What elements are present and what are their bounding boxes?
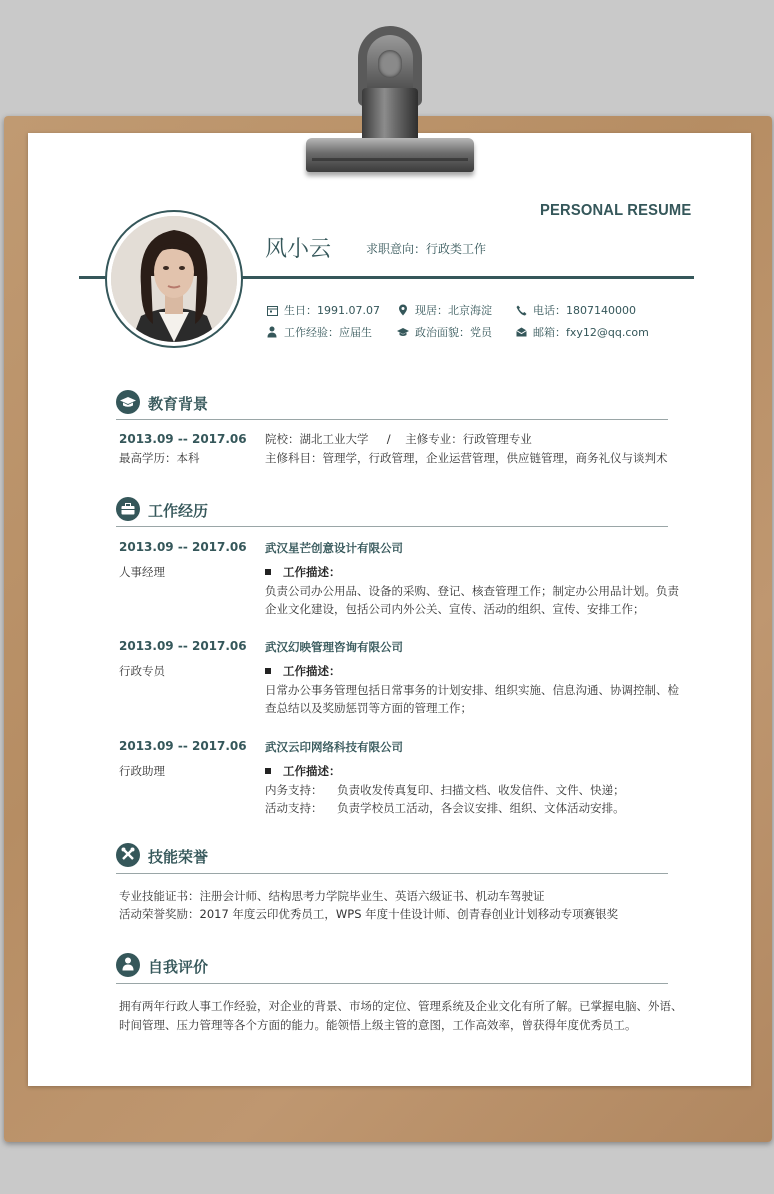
- location-pin-icon: [397, 304, 409, 316]
- self-divider: [116, 983, 668, 984]
- work-divider: [116, 526, 668, 527]
- info-email-text: 邮箱：fxy12@qq.com: [533, 326, 649, 339]
- info-phone-text: 电话：1807140000: [533, 304, 636, 317]
- work-date: 2013.09 -- 2017.06: [119, 739, 247, 753]
- work-company: 武汉幻映管理咨询有限公司: [265, 640, 403, 654]
- avatar-photo: [111, 216, 237, 342]
- info-experience: [266, 324, 372, 340]
- calendar-icon: [266, 304, 278, 316]
- work-desc-line: 日常办公事务管理包括日常事务的计划安排、组织实施、信息沟通、协调控制、检: [265, 683, 679, 697]
- info-location: [397, 302, 492, 318]
- info-political: [397, 324, 492, 340]
- work-desc-label: 工作描述：: [265, 564, 341, 580]
- envelope-icon: [515, 326, 527, 338]
- education-title: 教育背景: [148, 395, 209, 413]
- self-section-icon: [116, 953, 140, 977]
- info-birthday: [266, 302, 380, 318]
- education-school: 院校：湖北工业大学 / 主修专业：行政管理专业: [265, 432, 532, 446]
- graduation-cap-icon: [397, 326, 409, 338]
- briefcase-icon: [121, 500, 135, 519]
- work-role: 人事经理: [119, 565, 165, 579]
- work-desc-line: 查总结以及奖励惩罚等方面的管理工作；: [265, 701, 472, 715]
- work-desc-line: 内务支持： 负责收发传真复印、扫描文档、收发信件、文件、快递；: [265, 783, 625, 797]
- info-email: [515, 324, 649, 340]
- education-courses: 主修科目：管理学，行政管理，企业运营管理，供应链管理，商务礼仪与谈判术: [265, 451, 668, 465]
- self-line: 拥有两年行政人事工作经验，对企业的背景、市场的定位、管理系统及企业文化有所了解。已掌握电脑、外语、: [119, 999, 683, 1013]
- work-desc-label: 工作描述：: [265, 763, 341, 779]
- self-line: 时间管理、压力管理等各个方面的能力。能领悟上级主管的意图，工作高效率，曾获得年度优秀员工。: [119, 1018, 637, 1032]
- tools-icon: [121, 846, 135, 865]
- binder-clip-base: [306, 138, 474, 172]
- work-company: 武汉云印网络科技有限公司: [265, 740, 403, 754]
- work-role: 行政助理: [119, 764, 165, 778]
- candidate-name: 风小云: [265, 237, 332, 262]
- skills-section-icon: [116, 843, 140, 867]
- work-section-icon: [116, 497, 140, 521]
- work-desc-line: 活动支持： 负责学校员工活动，各会议安排、组织、文体活动安排。: [265, 801, 625, 815]
- job-intent: 求职意向：行政类工作: [366, 242, 487, 256]
- work-date: 2013.09 -- 2017.06: [119, 540, 247, 554]
- work-desc-line: 企业文化建设，包括公司内外公关、宣传、活动的组织、宣传、安排工作；: [265, 602, 645, 616]
- education-section-icon: [116, 390, 140, 414]
- work-desc-label: 工作描述：: [265, 663, 341, 679]
- binder-clip-body: [362, 88, 418, 144]
- work-title: 工作经历: [148, 502, 209, 520]
- person-icon: [266, 326, 278, 338]
- graduation-cap-icon: [120, 393, 136, 412]
- work-date: 2013.09 -- 2017.06: [119, 639, 247, 653]
- self-title: 自我评价: [148, 958, 209, 976]
- education-divider: [116, 419, 668, 420]
- info-phone: [515, 302, 636, 318]
- skills-line: 活动荣誉奖励：2017 年度云印优秀员工，WPS 年度十佳设计师、创青春创业计划移动专项赛银奖: [119, 907, 619, 921]
- info-location-text: 现居：北京海淀: [415, 304, 492, 317]
- skills-line: 专业技能证书：注册会计师、结构思考力学院毕业生、英语六级证书、机动车驾驶证: [119, 889, 545, 903]
- info-political-text: 政治面貌：党员: [415, 326, 492, 339]
- binder-clip-edge: [312, 158, 468, 161]
- skills-title: 技能荣誉: [148, 848, 209, 866]
- skills-divider: [116, 873, 668, 874]
- person-icon: [122, 956, 134, 975]
- info-experience-text: 工作经验：应届生: [284, 326, 372, 339]
- education-date: 2013.09 -- 2017.06: [119, 432, 247, 446]
- work-desc-line: 负责公司办公用品、设备的采购、登记、核查管理工作；制定办公用品计划。负责: [265, 584, 679, 598]
- education-degree: 最高学历：本科: [119, 451, 200, 465]
- resume-title: PERSONAL RESUME: [540, 202, 692, 219]
- work-role: 行政专员: [119, 664, 165, 678]
- phone-icon: [515, 304, 527, 316]
- binder-clip-hole: [378, 50, 402, 78]
- work-company: 武汉星芒创意设计有限公司: [265, 541, 403, 555]
- info-birthday-text: 生日：1991.07.07: [284, 304, 380, 317]
